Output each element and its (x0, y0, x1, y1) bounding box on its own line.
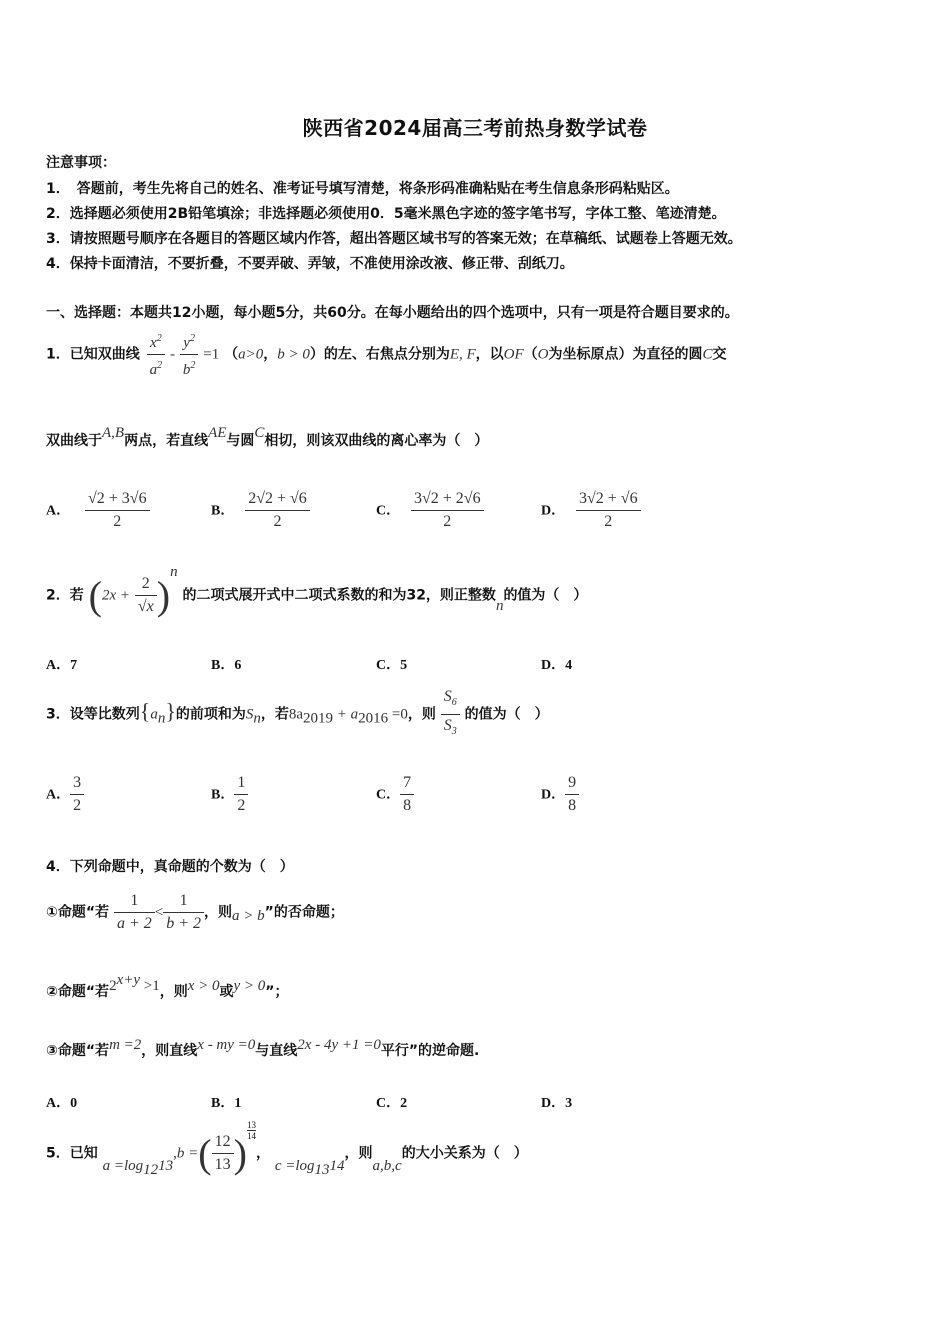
question-1-line2: 双曲线于A,B两点，若直线AE与圆C相切，则该双曲线的离心率为（ ） (46, 425, 489, 449)
q4-option-c[interactable]: C．2 (376, 1096, 408, 1111)
q3-option-b[interactable]: B． $\frac{1}{2}$ (211, 772, 248, 817)
notice-heading: 注意事项： (46, 155, 116, 171)
q3-option-a[interactable]: A． $\frac{3}{2}$ (46, 772, 84, 817)
q1-option-d[interactable]: D． $\frac{3√2 + √6}{2}$ (541, 488, 641, 533)
q4-proposition-2: ②命题“若$2^{x+y} >1$，则x > 0或y > 0”； (46, 972, 289, 1000)
question-1-line1: 1．已知双曲线 $\frac{x^2}{a^2}$ - $\frac{y^2}{b^2}$ =1 （a>0，b > 0）的左、右焦点分别为E, F，以OF（O为坐标原点）为直径的圆C交 (46, 328, 727, 381)
question-4: 4．下列命题中，真命题的个数为（ ） (46, 859, 294, 875)
q2-option-a[interactable]: A．7 (46, 658, 78, 673)
page-title: 陕西省2024届高三考前热身数学试卷 (302, 116, 648, 140)
q4-option-a[interactable]: A．0 (46, 1096, 78, 1111)
q4-proposition-3: ③命题“若m =2，则直线x - my =0与直线2x - 4y +1 =0平行”的逆命题. (46, 1037, 480, 1059)
q3-option-d[interactable]: D． $\frac{9}{8}$ (541, 772, 579, 817)
q4-proposition-1: ①命题“若 $\frac{1}{a + 2}$ < $\frac{1}{b + 2}$ ，则a > b”的否命题； (46, 892, 344, 932)
notice-item: 4．保持卡面清洁，不要折叠，不要弄破、弄皱，不准使用涂改液、修正带、刮纸刀。 (46, 256, 574, 272)
section-heading: 一、选择题：本题共12小题，每小题5分，共60分。在每小题给出的四个选项中，只有一项是符合题目要求的。 (46, 305, 739, 321)
q1-option-a[interactable]: A． $\frac{√2 + 3√6}{2}$ (46, 488, 150, 533)
q2-option-b[interactable]: B．6 (211, 658, 242, 673)
q4-option-d[interactable]: D．3 (541, 1096, 573, 1111)
q1-option-b[interactable]: B． $\frac{2√2 + √6}{2}$ (211, 488, 310, 533)
q1-option-c[interactable]: C． $\frac{3√2 + 2√6}{2}$ (376, 488, 484, 533)
q3-option-c[interactable]: C． $\frac{7}{8}$ (376, 772, 414, 817)
q2-option-c[interactable]: C．5 (376, 658, 408, 673)
notice-item: 3．请按照题号顺序在各题目的答题区域内作答，超出答题区域书写的答案无效；在草稿纸、试题卷上答题无效。 (46, 231, 742, 247)
q2-option-d[interactable]: D．4 (541, 658, 573, 673)
question-3: 3．设等比数列$\{a_n\}$的前项和为$S_n$，若$8a_{2019} + a_{2016} =0$，则 $\frac{S_6}{S_3}$ 的值为（ ） (46, 688, 549, 738)
notice-item: 1． 答题前，考生先将自己的姓名、准考证号填写清楚，将条形码准确粘贴在考生信息条形码粘贴区。 (46, 181, 679, 197)
q4-option-b[interactable]: B．1 (211, 1096, 242, 1111)
question-5: 5．已知 $a =\log_{12}13,b$ =( $\frac{12}{13}$ ) $\frac{13}{14}$ ， $c =\log_{13}14$，则a,b,c的大小关系为（ ） (46, 1120, 528, 1178)
question-2: 2．若 (2x + $\frac{2}{√x}$ )$^n$ 的二项式展开式中二项式系数的和为32，则正整数n的值为（ ） (46, 563, 588, 618)
notice-item: 2．选择题必须使用2B铅笔填涂；非选择题必须使用0．5毫米黑色字迹的签字笔书写，字体工整、笔迹清楚。 (46, 206, 726, 222)
